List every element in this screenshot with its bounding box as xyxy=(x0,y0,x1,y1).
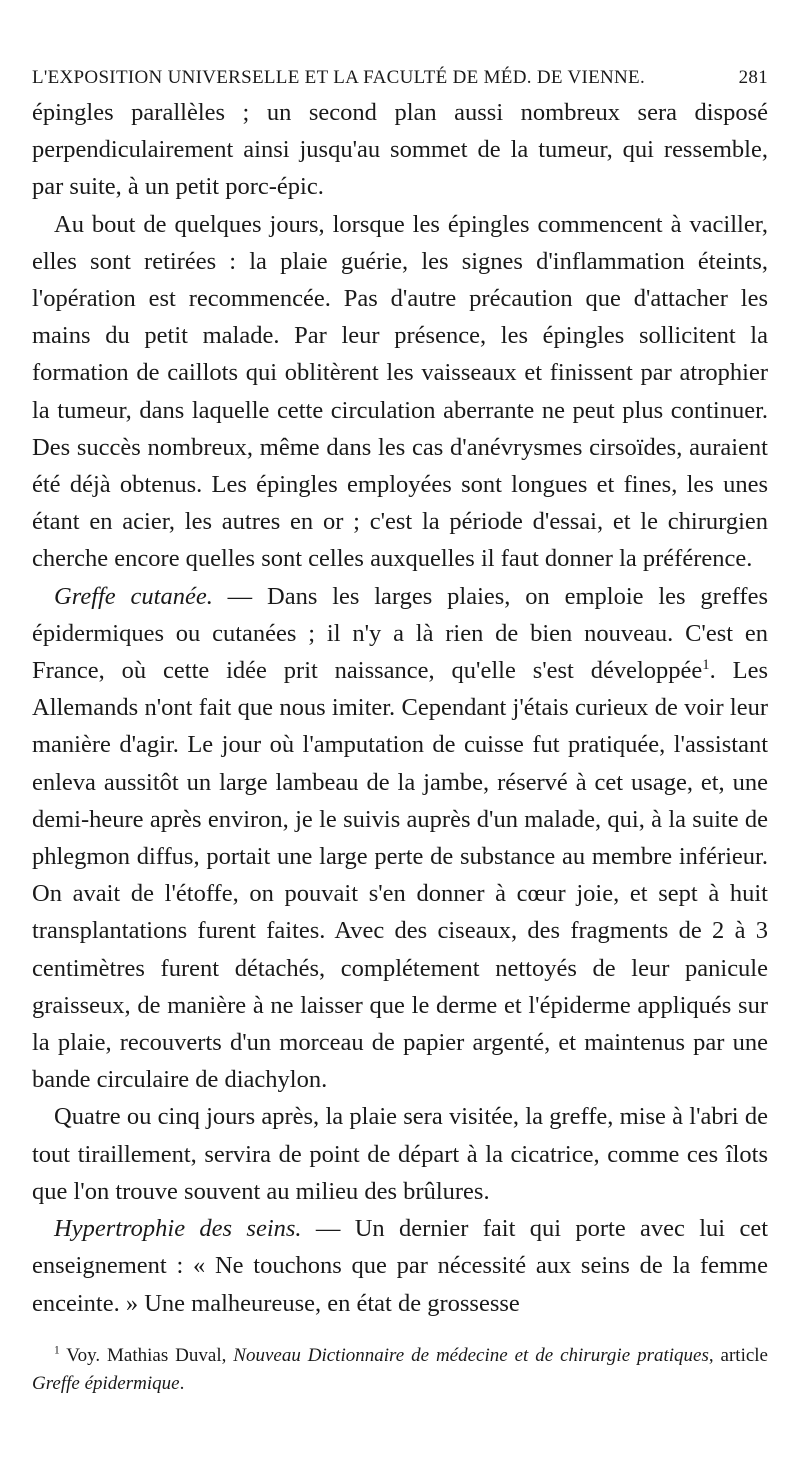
footnote-text-a: Voy. Mathias Duval, xyxy=(59,1344,234,1366)
footnote-article: Greffe épidermique xyxy=(32,1372,180,1394)
paragraph-greffe xyxy=(32,578,768,1099)
footnote-marker: 1 xyxy=(54,1344,60,1357)
footnote-ref: 1 xyxy=(702,656,710,673)
body-text xyxy=(32,94,768,1322)
paragraph-hypertrophie-text: — Un dernier fait qui porte avec lui cet enseignement : « Ne touchons que par nécessité aux seins de la femme enceinte. » Une malheureuse, en état de grossesse xyxy=(32,1215,769,1317)
running-header xyxy=(32,62,768,94)
paragraph-greffe-text-b: . Les Allemands n'ont fait que nous imiter. Cependant j'étais curieux de voir leur manière d'agir. Le jour où l'amputation de cuisse fut pratiquée, l'assistant enleva aussitôt un large lambeau de la jambe, réservé à cet usage, et, une demi-heure après environ, je le suivis auprès d'un malade, qui, à la suite de phlegmon diffus, portait une large perte de substance au membre inférieur. On avait de l'étoffe, on pouvait s'en donner à cœur joie, et sept à huit transplantations furent faites. Avec des ciseaux, des fragments de 2 à 3 centimètres furent détachés, complétement nettoyés de leur panicule graisseux, de manière à ne laisser que le derme et l'épiderme appliqués sur la plaie, recouverts d'un morceau de papier argenté, et maintenus par une bande circulaire de diachylon. xyxy=(32,657,769,1094)
footnote-title: Nouveau Dictionnaire de médecine et de chirurgie pratiques xyxy=(233,1344,709,1366)
paragraph-2: Au bout de quelques jours, lorsque les épingles commencent à vaciller, elles sont retirées : la plaie guérie, les signes d'inflammation éteints, l'opération est recommencée. Pas d'autre précaution que d'attacher les mains du petit malade. Par leur présence, les épingles sollicitent la formation de caillots qui oblitèrent les vaisseaux et finissent par atrophier la tumeur, dans laquelle cette circulation aberrante ne peut plus continuer. Des succès nombreux, même dans les cas d'anévrysmes cirsoïdes, auraient été déjà obtenus. Les épingles employées sont longues et fines, les unes étant en acier, les autres en or ; c'est la période d'essai, et le chirurgien cherche encore quelles sont celles auxquelles il faut donner la préférence. xyxy=(32,210,768,573)
page-number: 281 xyxy=(738,67,768,88)
footnote-text-c: . xyxy=(179,1372,185,1394)
paragraph-greffe-text-a: — Dans les larges plaies, on emploie les greffes épidermiques ou cutanées ; il n'y a là rien de bien nouveau. C'est en France, où cette idée prit naissance, qu'elle s'est développée xyxy=(32,582,768,685)
page xyxy=(32,62,768,1398)
section-heading-hypertrophie: Hypertrophie des seins. xyxy=(54,1215,302,1243)
footnote xyxy=(32,1342,768,1398)
paragraph-hypertrophie xyxy=(32,1210,768,1322)
section-heading-greffe: Greffe cutanée. xyxy=(54,582,213,610)
paragraph-1: épingles parallèles ; un second plan aussi nombreux sera disposé perpendiculairement ainsi jusqu'au sommet de la tumeur, qui ressemble, par suite, à un petit porc-épic. xyxy=(32,99,768,201)
running-title: L'EXPOSITION UNIVERSELLE ET LA FACULTÉ DE MÉD. DE VIENNE. xyxy=(32,67,646,88)
paragraph-4: Quatre ou cinq jours après, la plaie sera visitée, la greffe, mise à l'abri de tout tiraillement, servira de point de départ à la cicatrice, comme ces îlots que l'on trouve souvent au milieu des brûlures. xyxy=(32,1103,768,1205)
footnote-text-b: , article xyxy=(708,1344,768,1366)
